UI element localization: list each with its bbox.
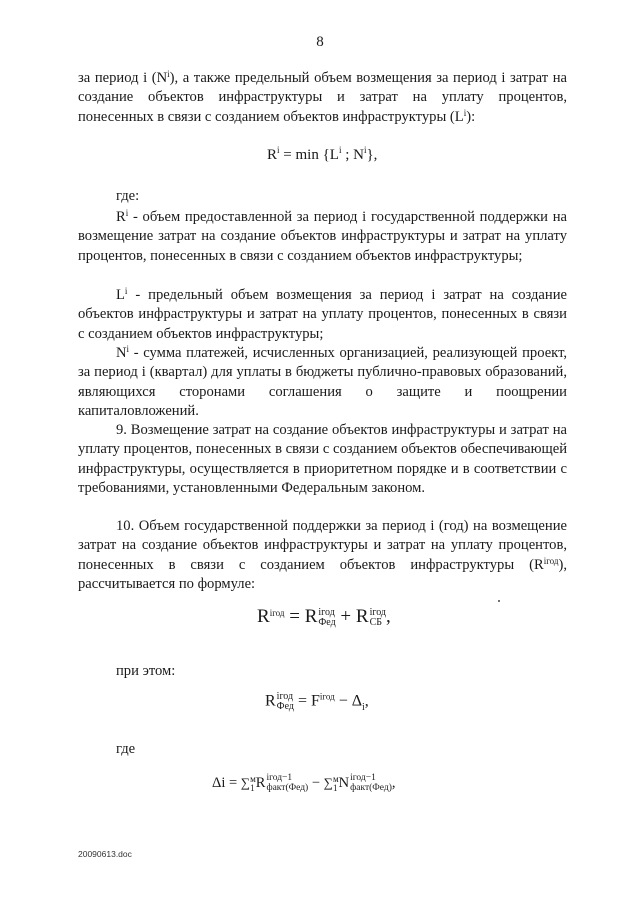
formula-total-plus: + R [335, 606, 369, 627]
where-label-2: при этом: [116, 663, 176, 679]
paragraph-10-text-b: ), рассчитывается по формуле: [78, 556, 567, 592]
formula-federal-end: , [364, 692, 369, 710]
formula-federal-lhs-sub: Фед [276, 701, 294, 712]
where-label-3: где [116, 741, 136, 757]
formula-min-mid: = min {L [279, 147, 339, 163]
intro-sup-n: i [167, 69, 170, 79]
paragraph-9: 9. Возмещение затрат на создание объектов инфраструктуры и затрат на уплату процентов, понесенных в связи с созданием объектов обеспечивающей инфраструктуры, осуществляется в приоритетном порядке и в соответствии с требованиями, установленными Федеральным законом. [78, 422, 567, 496]
definition-l [78, 286, 567, 344]
formula-federal-eq: = F [293, 692, 320, 710]
formula-total-term2-scripts [370, 608, 386, 628]
formula-total-end: , [386, 606, 391, 627]
formula-delta-r: R [255, 774, 266, 791]
definition-n-sup: i [126, 344, 130, 354]
formula-delta-n-scripts [350, 774, 392, 793]
paragraph-10 [78, 517, 567, 594]
definition-l-text: - предельный объем возмещения за период i затрат на создание объектов инфраструктуры и затрат на уплату процентов, понесенных в связи с созданием объектов инфраструктуры; [78, 287, 567, 342]
paragraph-10-sup: iгод [543, 555, 559, 566]
formula-delta-minus: − [308, 774, 324, 791]
page-number: 8 [316, 34, 324, 50]
formula-delta-end: , [391, 774, 396, 791]
formula-total-term2-sup: iгод [369, 606, 386, 618]
stray-dot [498, 600, 500, 602]
intro-text-a: за период i (N [78, 70, 168, 86]
formula-total [257, 606, 391, 628]
definition-r [78, 208, 567, 266]
definition-r-symbol: R [116, 209, 126, 225]
formula-federal-lhs-scripts [277, 692, 294, 712]
formula-total-lhs-sup: iгод [269, 608, 285, 618]
paragraph-10-text-a: 10. Объем государственной поддержки за период i (год) на возмещение затрат на создание объектов инфраструктуры и затрат на уплату процентов, понесенных в связи с созданием объектов инфраструктуры (R [78, 518, 567, 573]
intro-sup-l: i [463, 107, 467, 118]
formula-min-end: }, [366, 147, 378, 163]
formula-delta-sum2-top: м [332, 773, 339, 784]
formula-min-mid-sup: i [338, 145, 342, 155]
formula-total-eq: = R [284, 606, 318, 627]
formula-min-sep-sup: i [363, 145, 367, 155]
formula-min-sep: ; N [341, 147, 364, 163]
formula-federal-delta-sub: i [362, 701, 365, 713]
formula-delta-n: N [338, 774, 350, 791]
formula-federal-minus: − Δ [334, 692, 362, 710]
where-label-1: где: [116, 188, 140, 204]
formula-delta-sum2-bottom: 1 [332, 782, 338, 793]
intro-text-b: ), а также предельный объем возмещения за период i затрат на создание объектов инфраструктуры и затрат на уплату процентов, понесенных в связи с созданием объектов инфраструктуры (L [78, 70, 567, 125]
definition-n-text: - сумма платежей, исчисленных организацией, реализующей проект, за период i (квартал) для уплаты в бюджеты публично-правовых образований, являющихся сторонами соглашения о защите и поощрении капиталовложений. [78, 345, 567, 419]
formula-federal-lhs: R [265, 692, 276, 710]
document-footer: 20090613.doc [78, 849, 132, 859]
formula-total-term1-scripts [318, 608, 335, 628]
formula-total-lhs: R [257, 606, 270, 627]
formula-delta-n-sub: факт(Фед) [350, 782, 392, 793]
formula-delta-n-sup: iгод−1 [350, 773, 376, 783]
definition-n [78, 344, 567, 421]
formula-delta-r-scripts [266, 774, 308, 793]
formula-federal [265, 692, 369, 713]
formula-delta-r-sub: факт(Фед) [266, 782, 309, 793]
formula-federal-f-sup: iгод [319, 691, 335, 702]
definition-l-sup: i [124, 286, 128, 296]
formula-delta-lhs: Δi = [212, 774, 241, 791]
definition-n-symbol: N [116, 345, 127, 361]
definition-r-text: - объем предоставленной за период i государственной поддержки на возмещение затрат на создание объектов инфраструктуры и затрат на уплату процентов, понесенных в связи с созданием объектов инфраструктуры; [78, 209, 567, 264]
formula-min [267, 147, 377, 164]
formula-min-lhs: R [267, 147, 278, 163]
formula-total-term1-sub: Фед [318, 616, 336, 628]
definition-l-symbol: L [116, 287, 125, 303]
formula-min-lhs-sup: i [277, 145, 280, 155]
paragraph-intro [78, 69, 567, 127]
formula-delta-sum2: ∑ [323, 774, 333, 790]
formula-delta-r-sup: iгод−1 [266, 773, 293, 783]
intro-text-c: ): [466, 108, 476, 125]
definition-r-sup: i [125, 208, 129, 218]
formula-federal-lhs-sup: iгод [276, 691, 294, 702]
formula-delta [212, 774, 396, 793]
formula-total-term1-sup: iгод [318, 606, 335, 618]
formula-delta-sum1-top: м [250, 773, 256, 784]
formula-delta-sum1-bottom: 1 [250, 782, 255, 793]
formula-total-term2-sub: СБ [369, 616, 382, 628]
formula-delta-sum1: ∑ [240, 774, 251, 790]
